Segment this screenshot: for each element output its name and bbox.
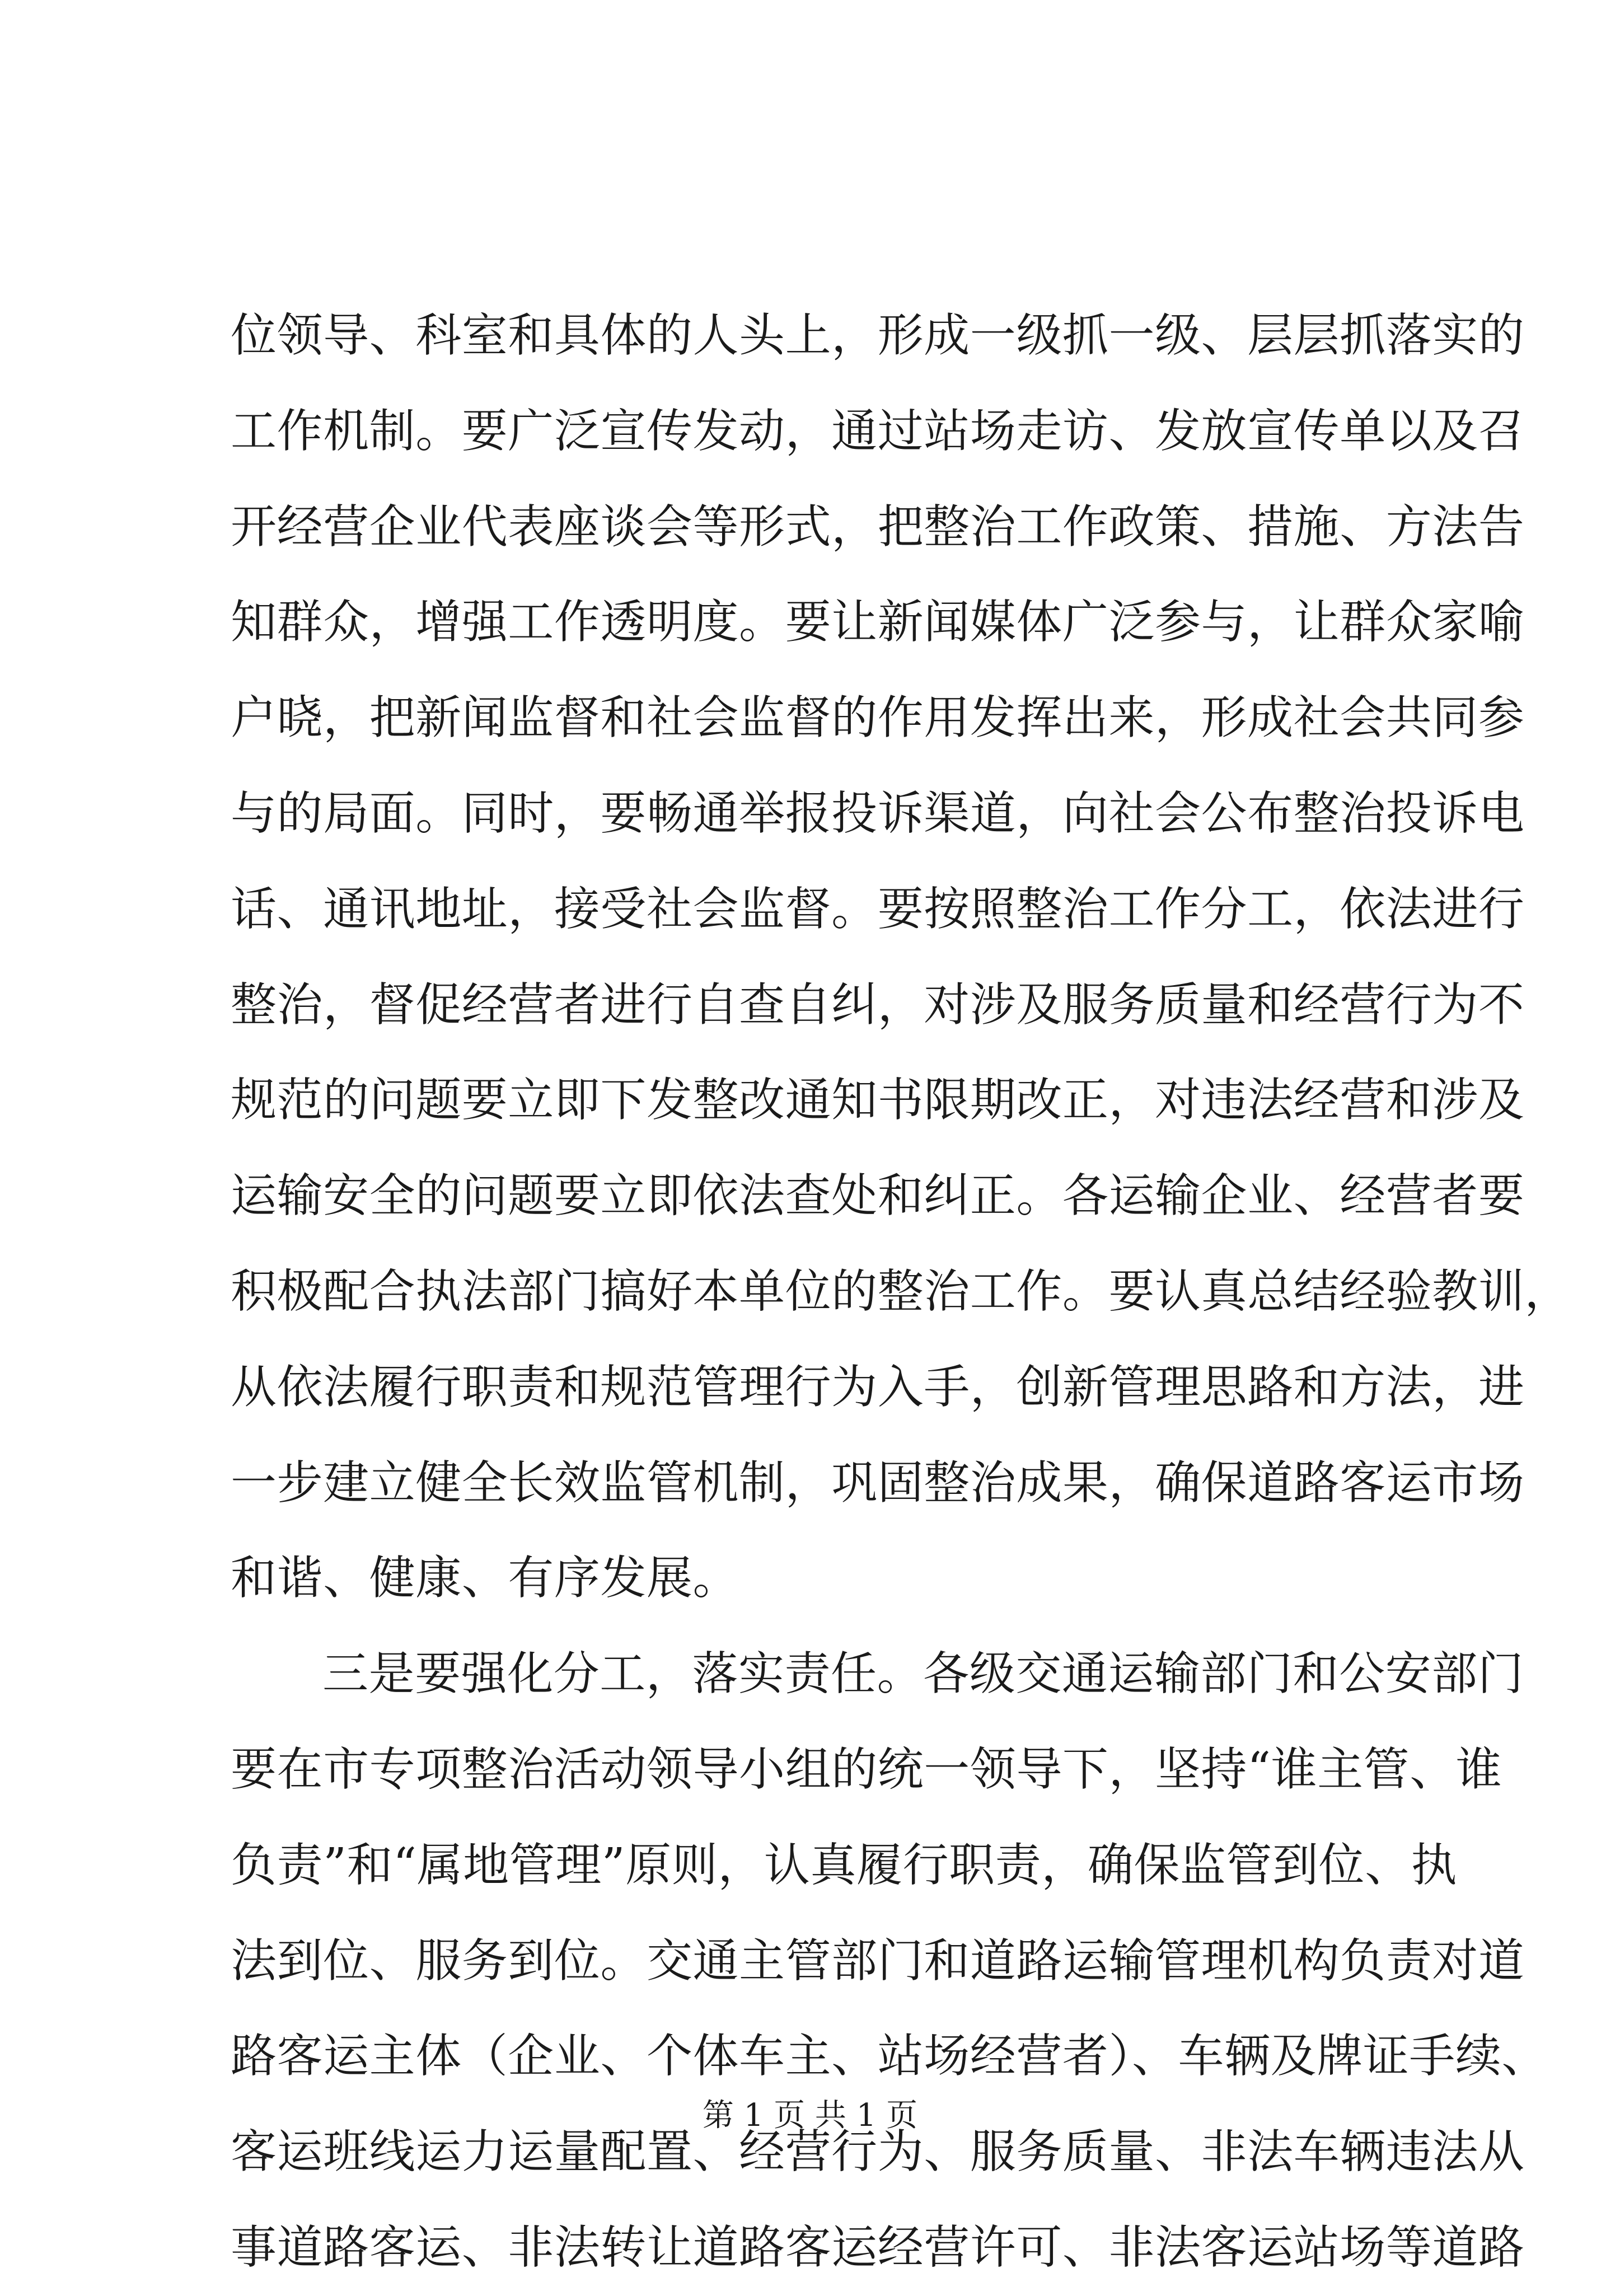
- text-line: 路客运主体（企业、个体车主、站场经营者）、车辆及牌证手续、: [231, 2030, 1548, 2083]
- text-line: 客运班线运力运量配置、经营行为、服务质量、非法车辆违法从: [231, 2125, 1525, 2179]
- text-line: 事道路客运、非法转让道路客运经营许可、非法客运站场等道路: [231, 2220, 1525, 2274]
- text-line: 与的局面。同时，要畅通举报投诉渠道，向社会公布整治投诉电: [231, 786, 1525, 840]
- text-line: 三是要强化分工，落实责任。各级交通运输部门和公安部门: [322, 1647, 1524, 1701]
- text-line: 积极配合执法部门搞好本单位的整治工作。要认真总结经验教训，: [231, 1264, 1571, 1318]
- text-line: 开经营企业代表座谈会等形式，把整治工作政策、措施、方法告: [231, 500, 1525, 554]
- text-line: 位领导、科室和具体的人头上，形成一级抓一级、层层抓落实的: [231, 309, 1525, 362]
- text-line: 工作机制。要广泛宣传发动，通过站场走访、发放宣传单以及召: [231, 404, 1525, 458]
- text-line: 话、通讯地址，接受社会监督。要按照整治工作分工，依法进行: [231, 882, 1525, 936]
- text-line: 户晓，把新闻监督和社会监督的作用发挥出来，形成社会共同参: [231, 691, 1525, 745]
- text-line: 负责”和“属地管理”原则，认真履行职责，确保监管到位、执: [231, 1838, 1458, 1892]
- page-number-label: 第 1 页 共 1 页: [702, 2097, 918, 2134]
- text-line: 要在市专项整治活动领导小组的统一领导下，坚持“谁主管、谁: [231, 1742, 1502, 1796]
- text-line: 一步建立健全长效监管机制，巩固整治成果，确保道路客运市场: [231, 1456, 1525, 1510]
- text-line: 知群众，增强工作透明度。要让新闻媒体广泛参与，让群众家喻: [231, 596, 1525, 649]
- text-line: 整治，督促经营者进行自查自纠，对涉及服务质量和经营行为不: [231, 978, 1525, 1032]
- text-line: 运输安全的问题要立即依法查处和纠正。各运输企业、经营者要: [231, 1169, 1525, 1223]
- page-footer: [0, 2096, 1620, 2135]
- text-line: 规范的问题要立即下发整改通知书限期改正，对违法经营和涉及: [231, 1074, 1525, 1127]
- text-line: 从依法履行职责和规范管理行为入手，创新管理思路和方法，进: [231, 1360, 1525, 1414]
- text-line: 和谐、健康、有序发展。: [231, 1552, 739, 1605]
- body-text: [231, 288, 1571, 2296]
- text-line: 法到位、服务到位。交通主管部门和道路运输管理机构负责对道: [231, 1934, 1525, 1988]
